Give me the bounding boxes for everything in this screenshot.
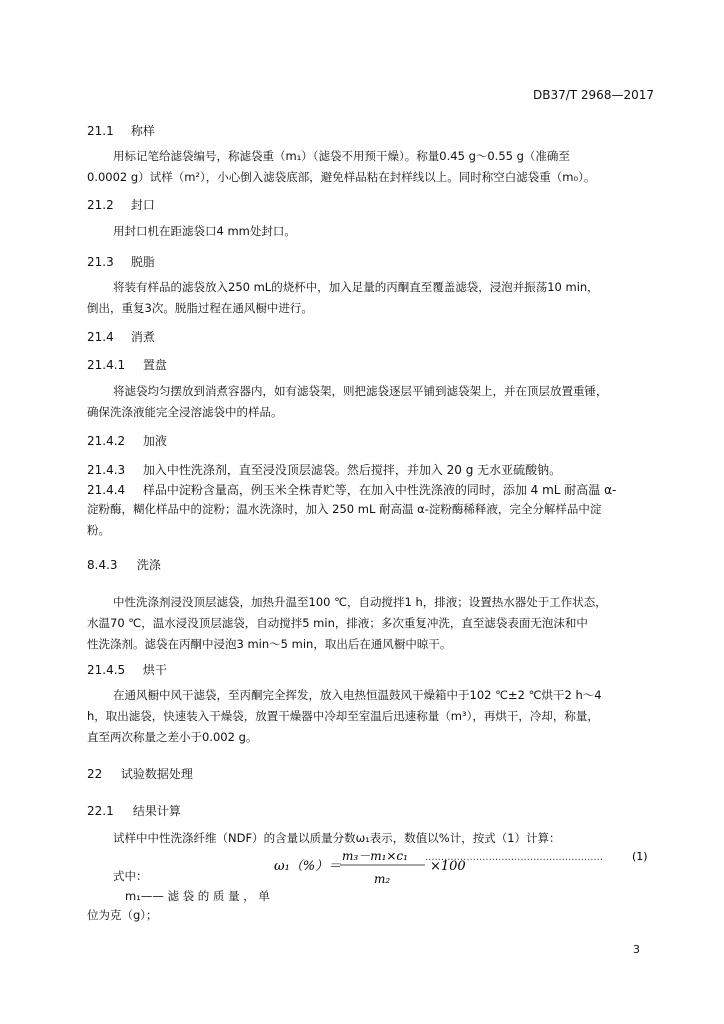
paragraph-line: 中性洗涤剂浸没顶层滤袋，加热升温至100 ℃，自动搅拌1 h，排液；设置热水器处于工作状态，	[113, 595, 607, 609]
clause-21-4-4	[87, 481, 616, 498]
paragraph-line: 将滤袋均匀摆放到消煮容器内，如有滤袋架，则把滤袋逐层平铺到滤袋架上，并在顶层放置重锤，	[113, 384, 608, 398]
formula-numerator: m₃－m₁×c₁	[342, 849, 408, 863]
heading-22	[87, 765, 193, 782]
heading-title: 烘干	[142, 663, 167, 677]
heading-title: 结果计算	[132, 804, 181, 818]
heading-21-4	[87, 328, 155, 345]
heading-21-2	[87, 196, 155, 213]
paragraph-21-2	[87, 221, 657, 242]
heading-number: 21.4.5	[87, 663, 126, 677]
heading-21-4-1	[87, 356, 167, 373]
heading-21-1	[87, 122, 155, 139]
heading-title: 试验数据处理	[120, 767, 193, 781]
formula-denominator: m₂	[374, 872, 391, 886]
clause-text: 样品中淀粉含量高，例玉米全株青贮等，在加入中性洗涤液的同时，添加 4 mL 耐高温 α-	[142, 483, 617, 497]
clause-21-4-3	[87, 461, 561, 478]
heading-number: 22	[87, 767, 103, 781]
paragraph-line: 0.0002 g）试样（m²），小心倒入滤袋底部，避免样品粘在封样线以上。同时称空白滤袋重（m₀）。	[87, 170, 596, 184]
heading-number: 21.2	[87, 198, 114, 212]
paragraph-line: 将装有样品的滤袋放入250 mL的烧杯中，加入足量的丙酮直至覆盖滤袋，浸泡并振荡10 min，	[113, 280, 599, 294]
variable-m1-definition: m₁—— 滤 袋 的 质 量 ， 单	[125, 889, 270, 903]
paragraph-line: 淀粉酶，糊化样品中的淀粉；温水洗涤时，加入 250 mL 耐高温 α-淀粉酶稀释液，完全分解样品中淀	[87, 502, 602, 516]
heading-number: 21.4.4	[87, 483, 126, 497]
heading-number: 21.4.2	[87, 434, 126, 448]
formula-times: ×100	[430, 859, 466, 874]
heading-title: 称样	[130, 124, 155, 138]
paragraph-line: 用标记笔给滤袋编号，称滤袋重（m₁）（滤袋不用预干燥）。称量0.45 g～0.55 g（准确至	[113, 149, 570, 163]
paragraph-line: 水温70 ℃，温水浸没顶层滤袋，自动搅拌5 min，排液；多次重复冲洗，直至滤袋表面无泡沫和中	[87, 616, 588, 630]
heading-22-1	[87, 802, 181, 819]
paragraph-line: 粉。	[87, 523, 110, 537]
heading-8-4-3	[87, 556, 161, 573]
heading-number: 21.4.1	[87, 358, 126, 372]
formula-lhs: ω₁（%）＝	[274, 859, 342, 874]
page-number: 3	[633, 943, 640, 956]
heading-title: 脱脂	[130, 255, 155, 269]
where-label: 式中：	[113, 869, 148, 883]
heading-title: 加液	[142, 434, 167, 448]
document-code: DB37/T 2968—2017	[532, 88, 654, 102]
heading-title: 消煮	[130, 330, 155, 344]
paragraph-21-4-4	[87, 499, 657, 541]
formula-leader-dots: ........................................................	[425, 852, 604, 863]
heading-number: 8.4.3	[87, 558, 118, 572]
heading-number: 21.4.3	[87, 463, 126, 477]
paragraph-21-1	[87, 146, 657, 188]
paragraph-line: 直至两次称量之差小于0.002 g。	[87, 730, 258, 744]
heading-title: 置盘	[142, 358, 167, 372]
heading-number: 21.3	[87, 255, 114, 269]
clause-text: 加入中性洗涤剂，直至浸没顶层滤袋。然后搅拌，并加入 20 g 无水亚硫酸钠。	[142, 463, 562, 477]
paragraph-21-3	[87, 277, 657, 319]
variable-m1-unit: 位为克（g）；	[87, 908, 158, 922]
paragraph-line: 性洗涤剂。滤袋在丙酮中浸泡3 min～5 min，取出后在通风橱中晾干。	[87, 637, 452, 651]
paragraph-line: 用封口机在距滤袋口4 mm处封口。	[113, 224, 296, 238]
heading-21-3	[87, 253, 155, 270]
paragraph-line: h，取出滤袋，快速装入干燥袋，放置干燥器中冷却至室温后迅速称量（m³），再烘干，冷却，称量，	[87, 709, 599, 723]
paragraph-21-4-5	[87, 685, 657, 748]
formula-1	[270, 843, 660, 893]
paragraph-21-4-1	[87, 381, 657, 423]
heading-number: 22.1	[87, 804, 114, 818]
heading-number: 21.4	[87, 330, 114, 344]
heading-21-4-2	[87, 432, 167, 449]
paragraph-8-4-3	[87, 592, 657, 655]
paragraph-line: 倒出，重复3次。脱脂过程在通风橱中进行。	[87, 301, 313, 315]
formula-intro: 试样中中性洗涤纤维（NDF）的含量以质量分数ω₁表示，数值以%计，按式（1）计算：	[113, 831, 561, 845]
heading-title: 洗涤	[136, 558, 161, 572]
heading-title: 封口	[130, 198, 155, 212]
paragraph-line: 在通风橱中风干滤袋，至丙酮完全挥发，放入电热恒温鼓风干燥箱中于102 ℃±2 ℃烘干2 h～4	[113, 688, 602, 702]
formula-number: (1)	[632, 850, 648, 863]
paragraph-line: 确保洗涤液能完全浸溶滤袋中的样品。	[87, 405, 283, 419]
heading-number: 21.1	[87, 124, 114, 138]
heading-21-4-5	[87, 661, 167, 678]
